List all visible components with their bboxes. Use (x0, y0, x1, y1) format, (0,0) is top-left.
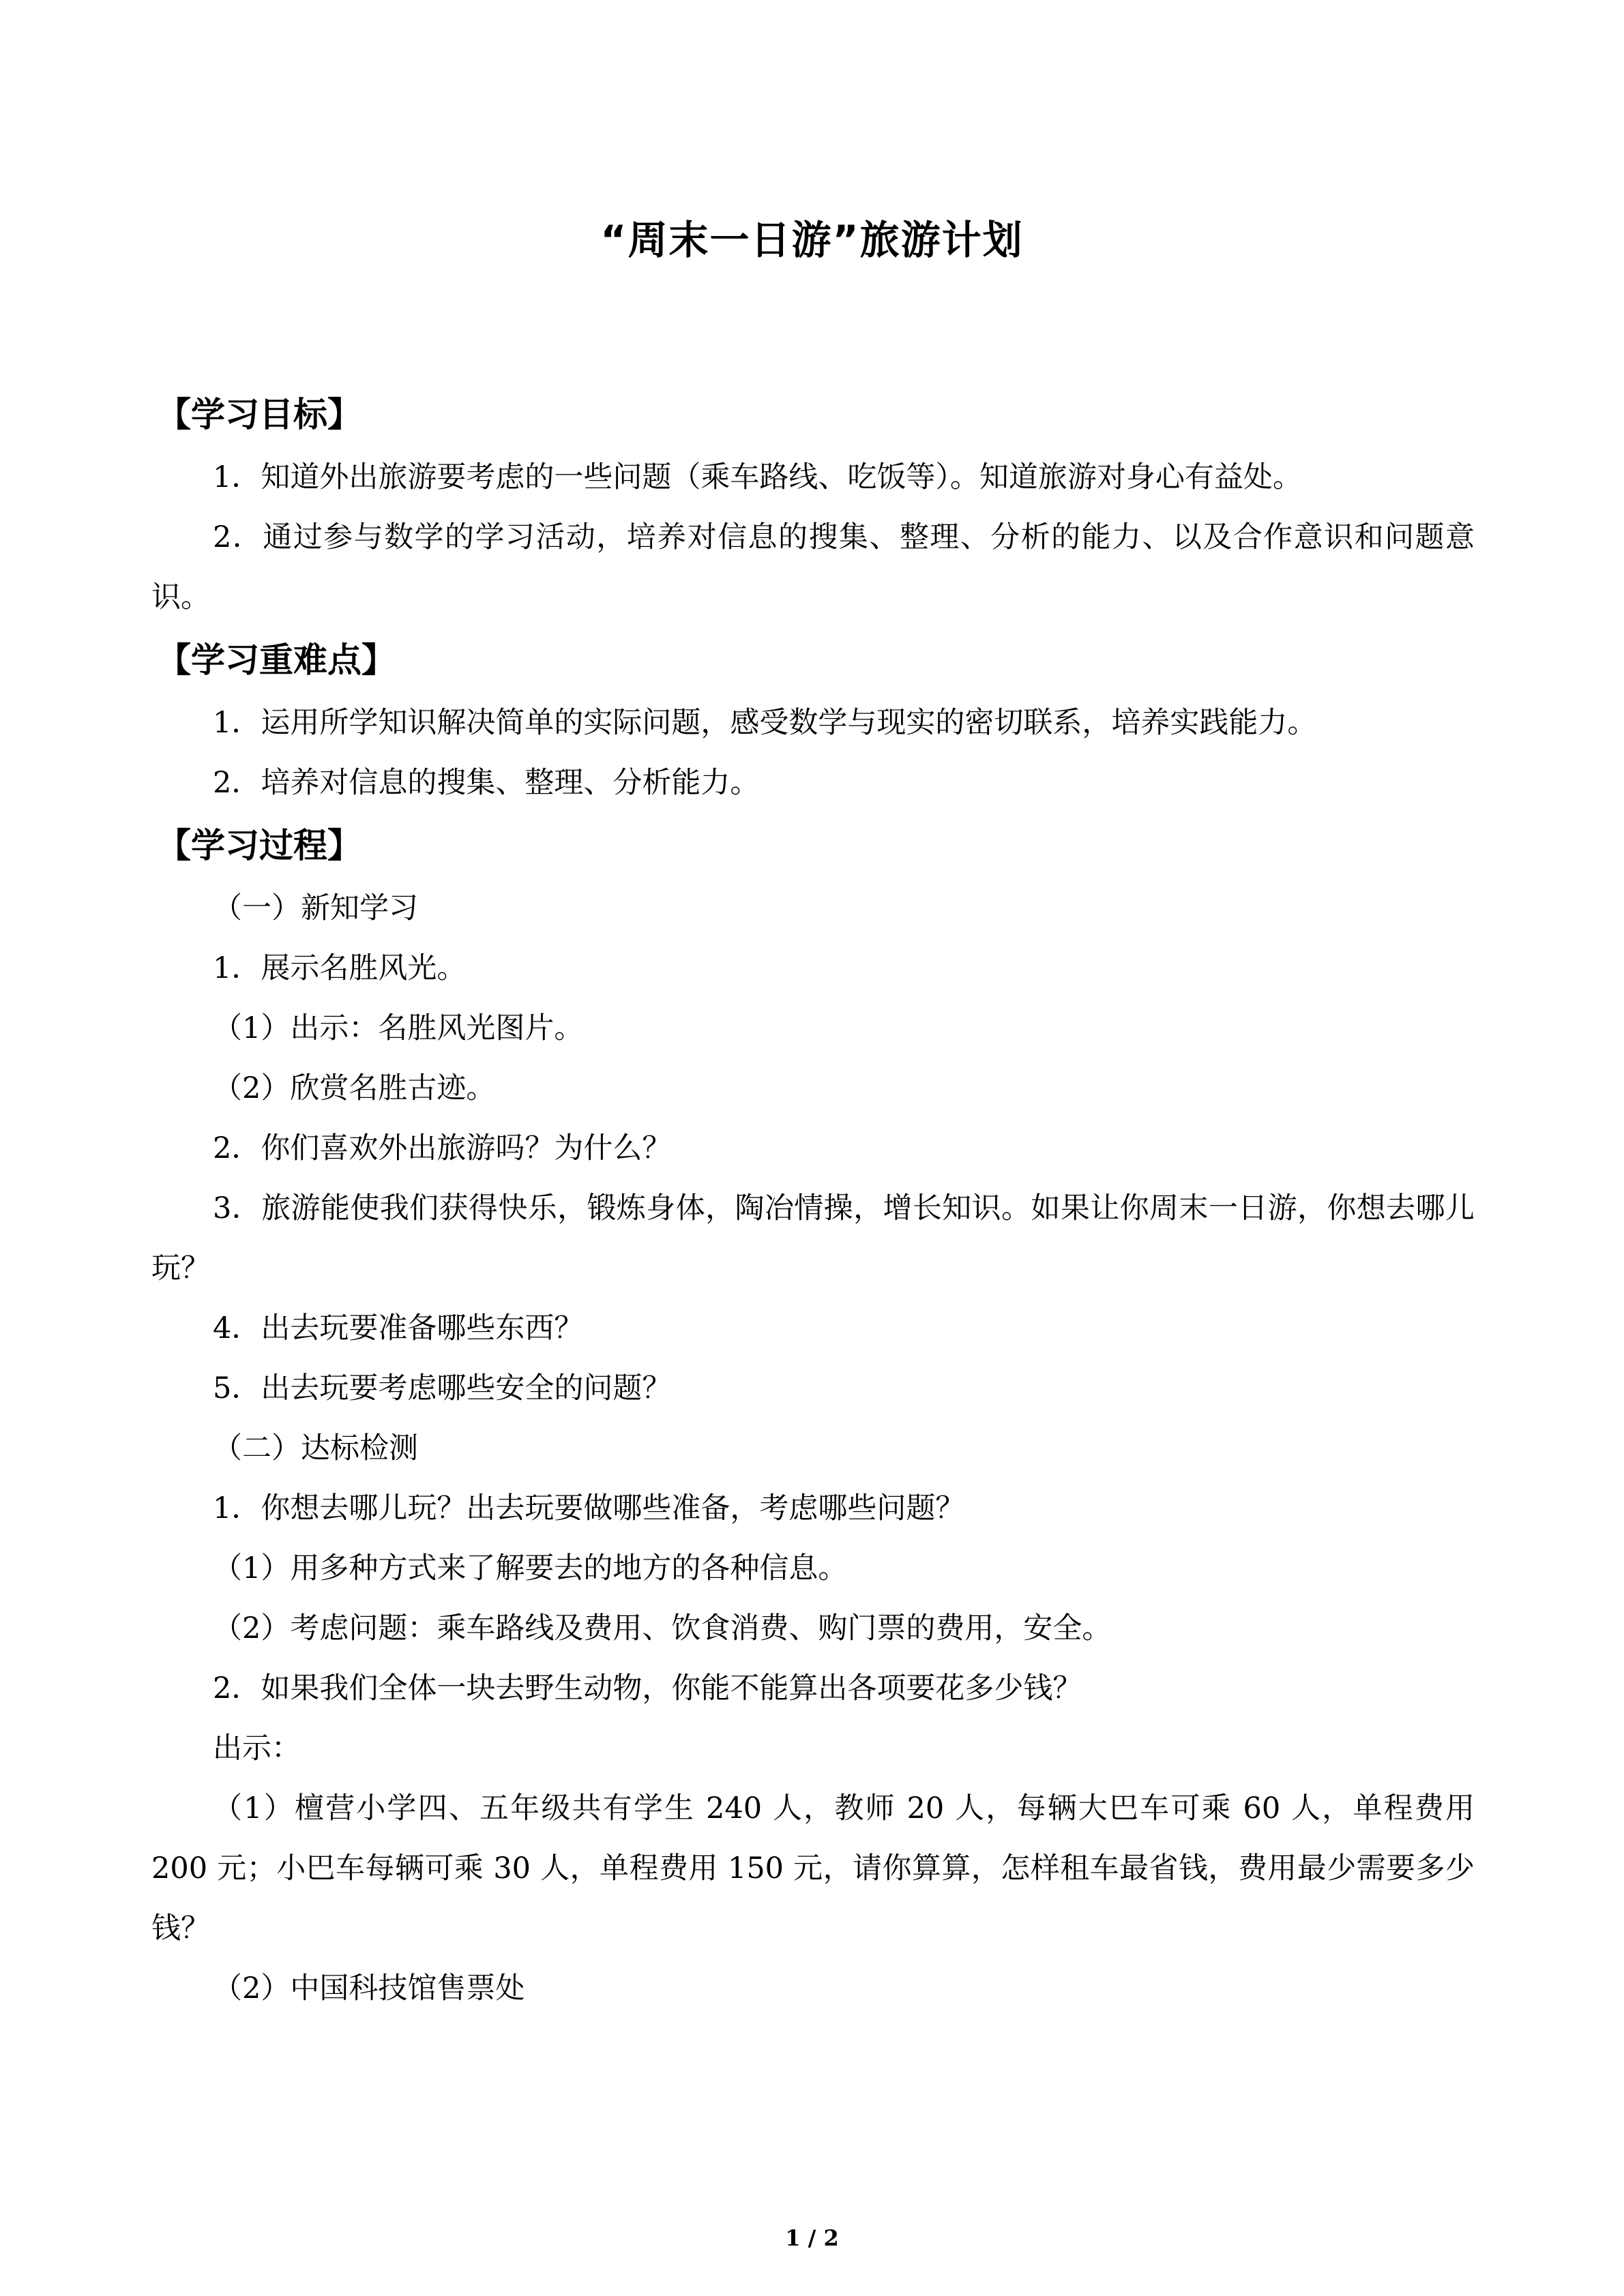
key-point-1: 1．运用所学知识解决简单的实际问题，感受数学与现实的密切联系，培养实践能力。 (213, 706, 1317, 740)
process-item: （2）欣赏名胜古迹。 (213, 1071, 496, 1105)
process-item: 3．旅游能使我们获得快乐，锻炼身体，陶冶情操，增长知识。如果让你周末一日游，你想去哪儿玩？ (151, 1191, 1475, 1285)
process-item: 2．如果我们全体一块去野生动物，你能不能算出各项要花多少钱？ (213, 1671, 1082, 1705)
section-heading-objectives: 【学习目标】 (157, 395, 361, 434)
document-title: “周末一日游”旅游计划 (600, 217, 1024, 263)
process-item: （1）檀营小学四、五年级共有学生 240 人，教师 20 人，每辆大巴车可乘 60 人，单程费用 200 元；小巴车每辆可乘 30 人，单程费用 150 元，请你算算，怎样租车最省钱，费用最少需要多少钱？ (151, 1791, 1475, 1945)
process-item: 1．展示名胜风光。 (213, 951, 467, 985)
process-item: （2）考虑问题：乘车路线及费用、饮食消费、购门票的费用，安全。 (213, 1611, 1112, 1645)
process-item: 出示： (213, 1731, 301, 1765)
process-part-2-heading: （二）达标检测 (213, 1431, 418, 1465)
key-point-2: 2．培养对信息的搜集、整理、分析能力。 (213, 766, 760, 800)
process-item: （2）中国科技馆售票处 (213, 1971, 525, 2006)
section-heading-process: 【学习过程】 (157, 826, 361, 865)
process-item: 5．出去玩要考虑哪些安全的问题？ (213, 1371, 672, 1405)
process-item: 1．你想去哪儿玩？出去玩要做哪些准备，考虑哪些问题？ (213, 1491, 965, 1525)
process-item: 2．你们喜欢外出旅游吗？为什么？ (213, 1131, 672, 1165)
process-item: （1）出示：名胜风光图片。 (213, 1011, 584, 1045)
process-item: 4．出去玩要准备哪些东西？ (213, 1311, 584, 1345)
process-part-1-heading: （一）新知学习 (213, 891, 418, 925)
objective-1: 1．知道外出旅游要考虑的一些问题（乘车路线、吃饭等）。知道旅游对身心有益处。 (213, 460, 1302, 494)
section-heading-key-points: 【学习重难点】 (157, 640, 396, 680)
document-body (151, 382, 1475, 2018)
process-item: （1）用多种方式来了解要去的地方的各种信息。 (213, 1551, 848, 1585)
objective-2: 2．通过参与数学的学习活动，培养对信息的搜集、整理、分析的能力、以及合作意识和问题意识。 (151, 520, 1475, 614)
page-number: 1 / 2 (785, 2225, 839, 2251)
